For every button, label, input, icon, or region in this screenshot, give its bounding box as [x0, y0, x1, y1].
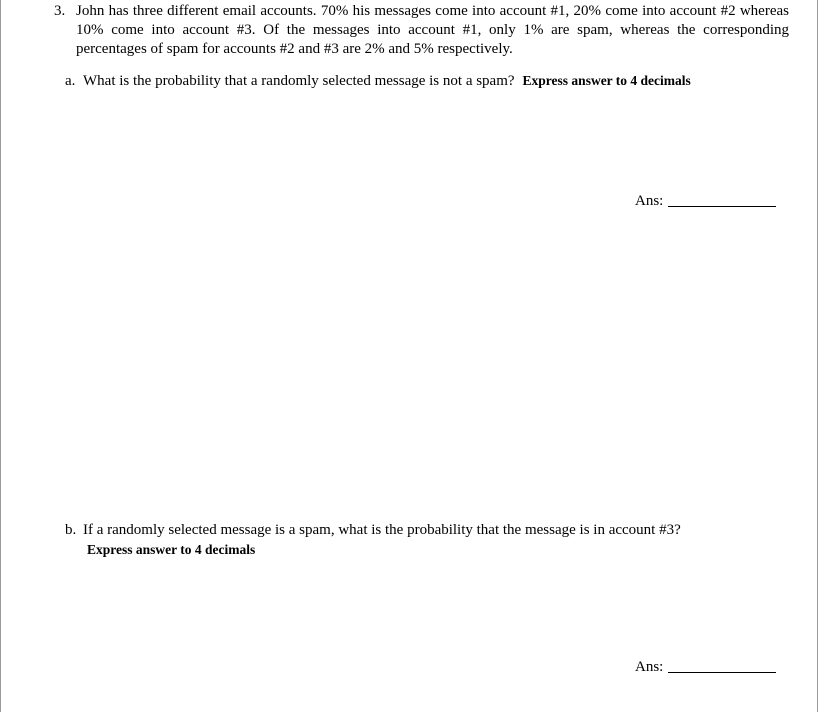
problem-number: 3. [54, 3, 66, 19]
part-b-answer-label: Ans: [635, 659, 664, 675]
part-b-label: b. [65, 522, 77, 538]
part-a-label: a. [65, 73, 76, 89]
part-b-instruction: Express answer to 4 decimals [87, 542, 256, 557]
part-a-instruction: Express answer to 4 decimals [522, 73, 691, 88]
part-b-question: If a randomly selected message is a spam, what is the probability that the message is in account #3? [83, 522, 681, 538]
part-b [65, 521, 785, 559]
problem-text: John has three different email accounts. 70% his messages come into account #1, 20% come into account #2 whereas 10% come into account #3. Of the messages into account #1, only 1% are spam, whereas the corresponding percentages of spam for accounts #2 and #3 are 2% and 5% respectively. [76, 3, 789, 57]
part-a-answer-blank[interactable] [668, 205, 776, 207]
part-a [65, 71, 785, 91]
problem-statement [54, 2, 789, 59]
part-a-question: What is the probability that a randomly selected message is not a spam? [83, 73, 515, 89]
part-a-answer-label: Ans: [635, 193, 664, 209]
part-b-answer [635, 658, 776, 677]
part-b-answer-blank[interactable] [668, 671, 776, 673]
part-a-answer [635, 192, 776, 211]
